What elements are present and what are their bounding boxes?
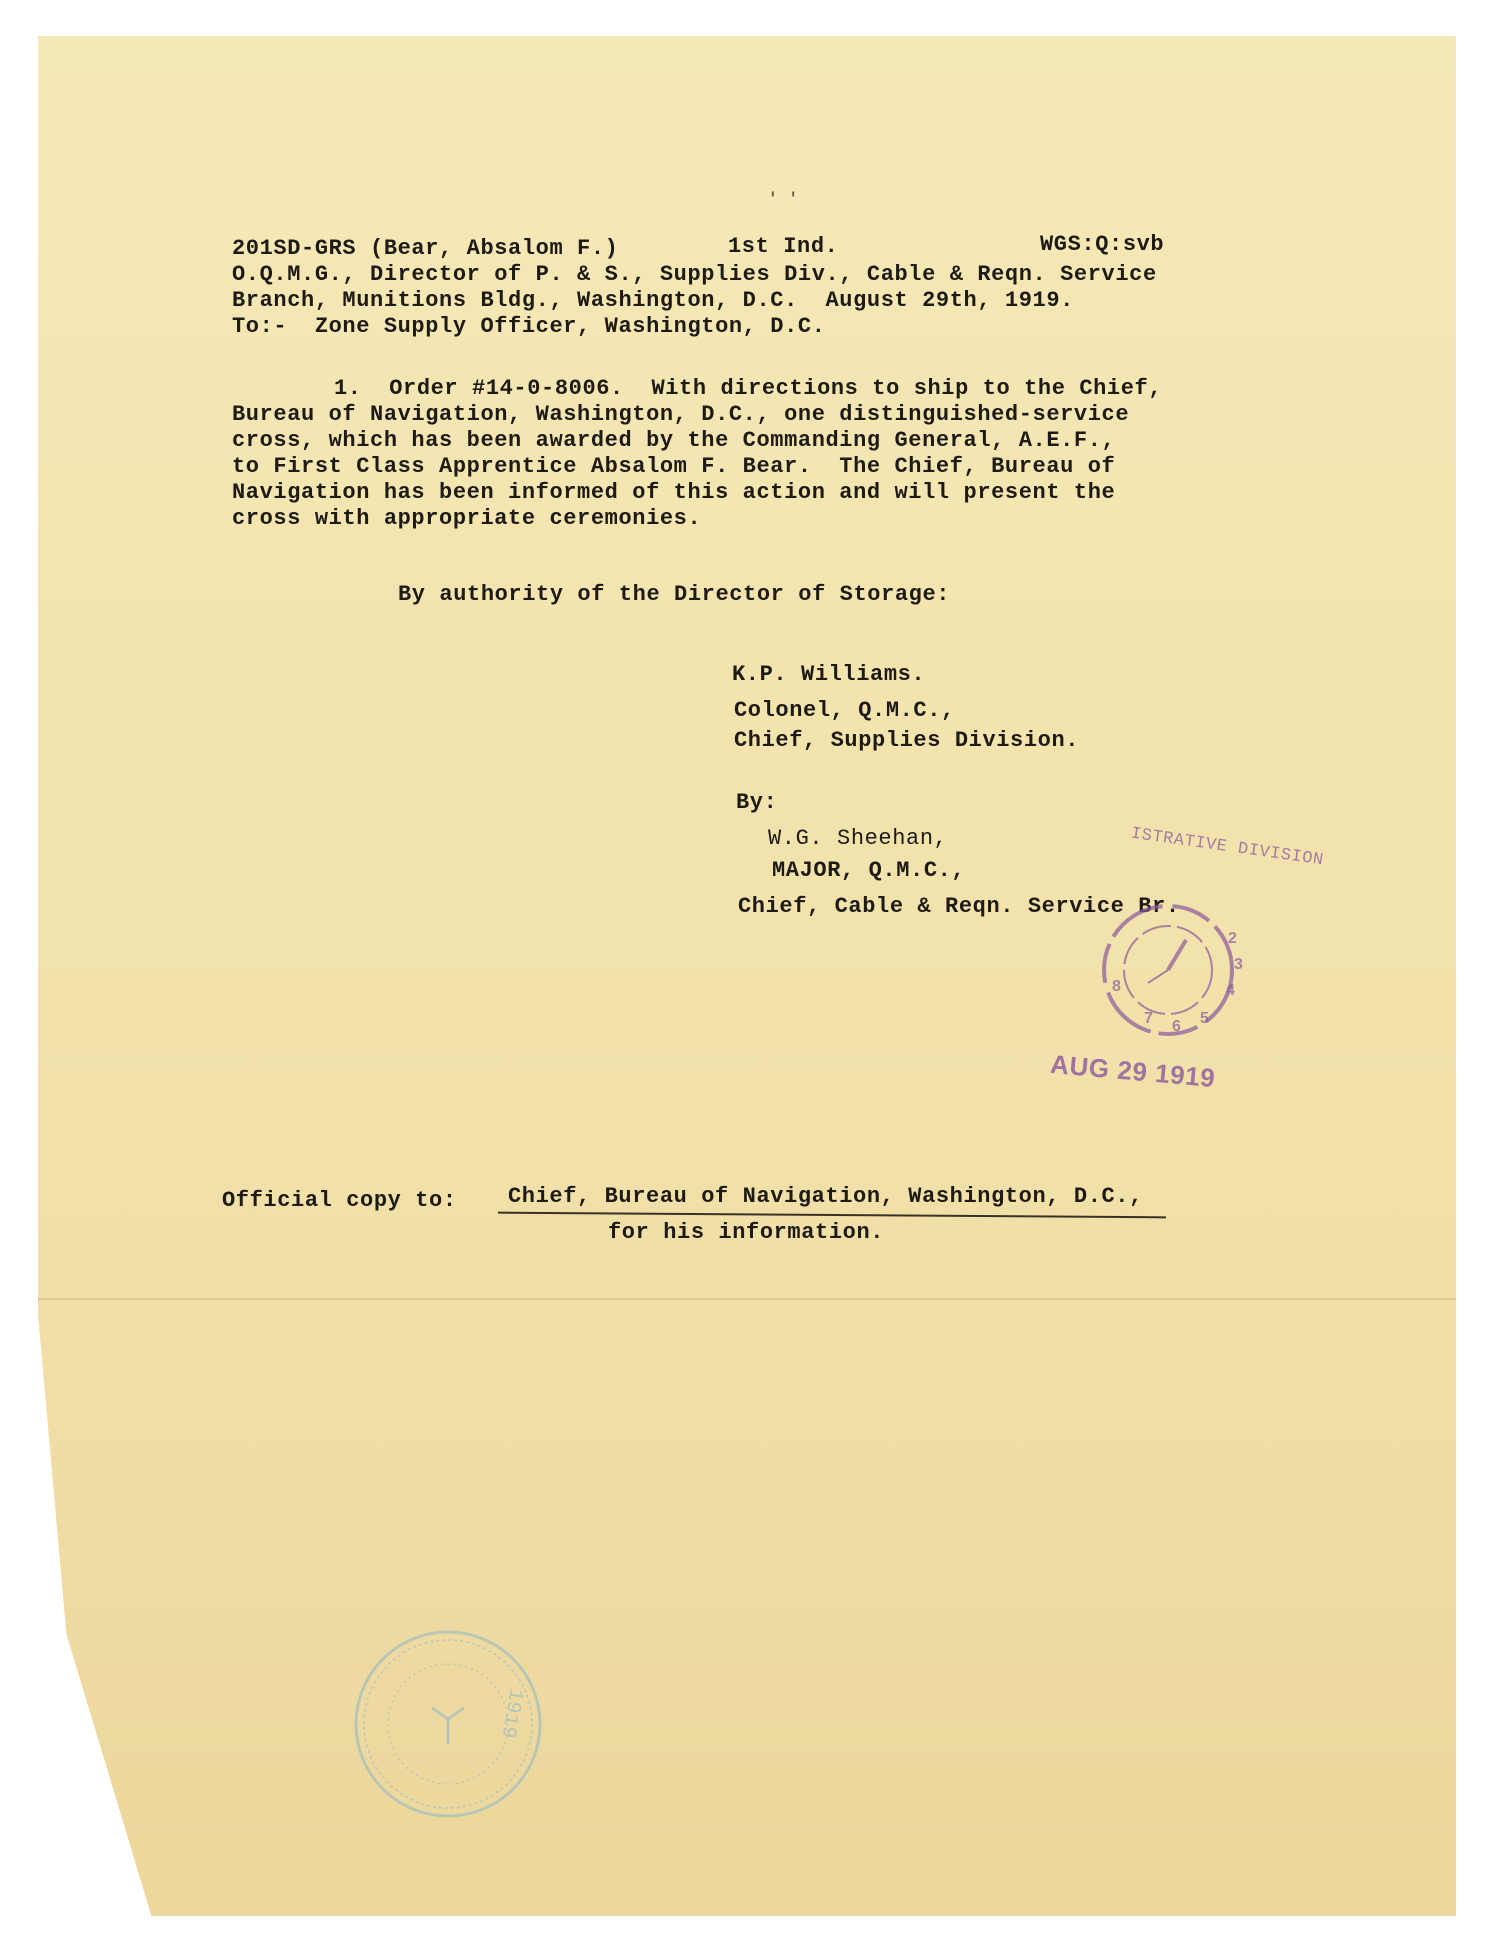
paragraph-line: to First Class Apprentice Absalom F. Bear. The Chief, Bureau of	[232, 454, 1116, 479]
svg-text:6: 6	[1172, 1018, 1181, 1035]
page-mark: ' '	[768, 190, 799, 208]
paragraph-line: Navigation has been informed of this action and will present the	[232, 480, 1116, 505]
signer-name: K.P. Williams.	[732, 662, 926, 687]
paragraph-line: 1. Order #14-0-8006. With directions to ship to the Chief,	[334, 376, 1163, 401]
by-label: By:	[736, 790, 778, 815]
fold-line	[38, 1298, 1456, 1300]
authority-line: By authority of the Director of Storage:	[398, 582, 951, 607]
indorsement-label: 1st Ind.	[728, 234, 839, 259]
to-line: To:- Zone Supply Officer, Washington, D.C.	[232, 314, 826, 339]
svg-text:8: 8	[1112, 978, 1121, 995]
official-copy-recipient: Chief, Bureau of Navigation, Washington, D.C.,	[508, 1184, 1143, 1209]
official-copy-purpose: for his information.	[608, 1220, 885, 1245]
svg-text:2: 2	[1228, 930, 1237, 947]
by-signer-title: Chief, Cable & Reqn. Service Br.	[738, 894, 1180, 919]
clock-stamp-icon	[1068, 895, 1268, 1045]
file-reference: 201SD-GRS (Bear, Absalom F.)	[232, 236, 619, 261]
typist-initials: WGS:Q:svb	[1040, 232, 1165, 257]
svg-text:3: 3	[1234, 956, 1243, 973]
stamp-division-text: ISTRATIVE DIVISION	[1129, 824, 1325, 871]
svg-text:7: 7	[1144, 1010, 1153, 1027]
stamp-date: AUG 29 1919	[1049, 1048, 1217, 1094]
svg-text:4: 4	[1226, 982, 1235, 999]
by-signer-rank: MAJOR, Q.M.C.,	[772, 858, 966, 883]
official-copy-label: Official copy to:	[222, 1188, 457, 1213]
by-signer-name: W.G. Sheehan,	[768, 826, 948, 851]
paragraph-line: Bureau of Navigation, Washington, D.C., one distinguished-service	[232, 402, 1130, 427]
signer-rank: Colonel, Q.M.C.,	[734, 698, 955, 723]
signer-title: Chief, Supplies Division.	[734, 728, 1080, 753]
svg-text:5: 5	[1200, 1010, 1209, 1027]
address-line-1: O.Q.M.G., Director of P. & S., Supplies Div., Cable & Reqn. Service	[232, 262, 1157, 287]
address-line-2: Branch, Munitions Bldg., Washington, D.C. August 29th, 1919.	[232, 288, 1074, 313]
paragraph-line: cross, which has been awarded by the Commanding General, A.E.F.,	[232, 428, 1116, 453]
paragraph-line: cross with appropriate ceremonies.	[232, 506, 702, 531]
seal-year: 1919	[495, 1686, 527, 1741]
